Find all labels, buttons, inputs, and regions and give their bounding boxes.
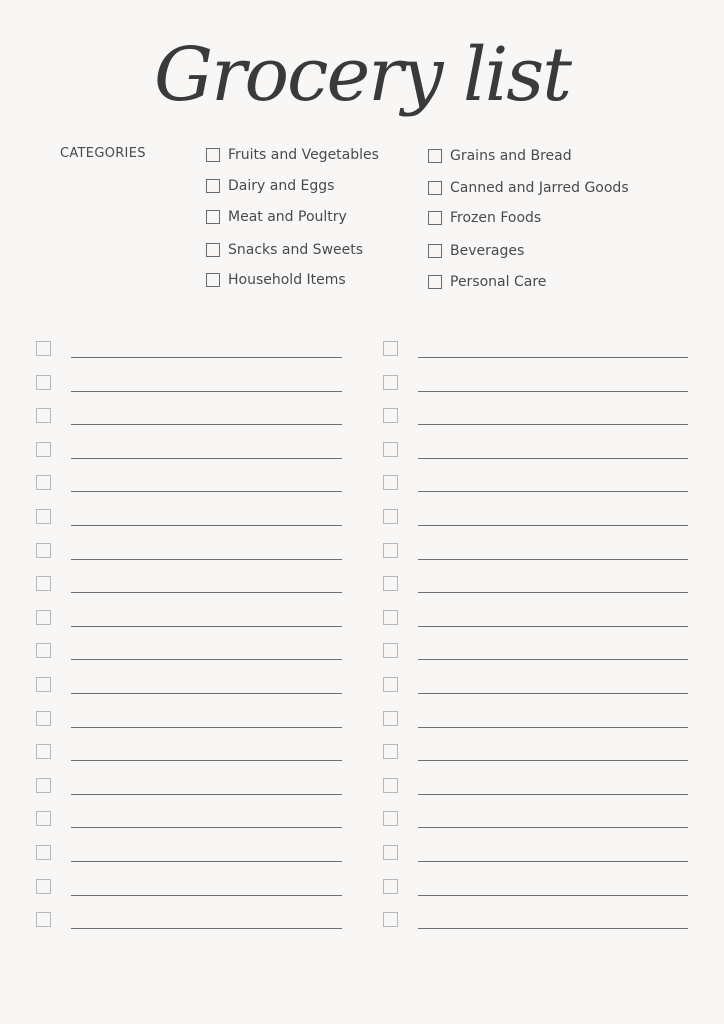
category-item-left-2[interactable] (206, 177, 334, 195)
item-checkbox[interactable] (383, 744, 398, 759)
category-label: Personal Care (450, 274, 547, 290)
item-write-line[interactable] (71, 659, 342, 660)
item-write-line[interactable] (418, 559, 688, 560)
item-checkbox[interactable] (36, 610, 51, 625)
item-checkbox[interactable] (383, 610, 398, 625)
page-title: Grocery list (153, 32, 571, 118)
item-checkbox[interactable] (36, 341, 51, 356)
item-write-line[interactable] (418, 424, 688, 425)
category-item-right-3[interactable] (428, 209, 541, 227)
category-checkbox[interactable] (206, 179, 220, 193)
item-checkbox[interactable] (36, 375, 51, 390)
item-checkbox[interactable] (36, 711, 51, 726)
item-write-line[interactable] (71, 794, 342, 795)
item-write-line[interactable] (418, 525, 688, 526)
category-item-right-2[interactable] (428, 179, 629, 197)
category-label: Beverages (450, 243, 525, 259)
item-write-line[interactable] (71, 391, 342, 392)
item-write-line[interactable] (71, 760, 342, 761)
item-write-line[interactable] (71, 626, 342, 627)
category-item-right-4[interactable] (428, 242, 524, 260)
item-checkbox[interactable] (383, 408, 398, 423)
category-checkbox[interactable] (206, 148, 220, 162)
category-label: Canned and Jarred Goods (450, 180, 629, 196)
item-checkbox[interactable] (383, 543, 398, 558)
item-checkbox[interactable] (36, 912, 51, 927)
item-write-line[interactable] (418, 626, 688, 627)
item-checkbox[interactable] (36, 442, 51, 457)
item-write-line[interactable] (418, 928, 688, 929)
category-label: Snacks and Sweets (228, 242, 364, 258)
category-label: Fruits and Vegetables (228, 147, 379, 163)
item-checkbox[interactable] (36, 778, 51, 793)
item-write-line[interactable] (71, 525, 342, 526)
item-checkbox[interactable] (383, 509, 398, 524)
item-checkbox[interactable] (383, 643, 398, 658)
category-label: Grains and Bread (450, 148, 572, 164)
item-write-line[interactable] (418, 794, 688, 795)
item-checkbox[interactable] (36, 576, 51, 591)
category-checkbox[interactable] (206, 273, 220, 287)
item-write-line[interactable] (71, 727, 342, 728)
category-checkbox[interactable] (428, 275, 442, 289)
item-checkbox[interactable] (36, 744, 51, 759)
item-checkbox[interactable] (383, 677, 398, 692)
item-write-line[interactable] (71, 357, 342, 358)
item-checkbox[interactable] (383, 778, 398, 793)
item-write-line[interactable] (71, 458, 342, 459)
category-item-right-1[interactable] (428, 147, 572, 165)
item-write-line[interactable] (71, 424, 342, 425)
item-write-line[interactable] (418, 659, 688, 660)
item-checkbox[interactable] (383, 711, 398, 726)
item-checkbox[interactable] (383, 341, 398, 356)
item-write-line[interactable] (418, 491, 688, 492)
item-write-line[interactable] (71, 928, 342, 929)
item-checkbox[interactable] (36, 811, 51, 826)
item-checkbox[interactable] (383, 879, 398, 894)
item-checkbox[interactable] (36, 845, 51, 860)
category-item-left-3[interactable] (206, 208, 347, 226)
item-checkbox[interactable] (383, 912, 398, 927)
item-write-line[interactable] (71, 895, 342, 896)
item-checkbox[interactable] (383, 811, 398, 826)
item-write-line[interactable] (418, 391, 688, 392)
item-write-line[interactable] (418, 760, 688, 761)
item-checkbox[interactable] (383, 442, 398, 457)
category-item-right-5[interactable] (428, 273, 546, 291)
categories-heading: CATEGORIES (60, 146, 146, 161)
item-write-line[interactable] (418, 357, 688, 358)
item-write-line[interactable] (71, 491, 342, 492)
category-checkbox[interactable] (206, 243, 220, 257)
item-checkbox[interactable] (36, 408, 51, 423)
category-label: Meat and Poultry (228, 209, 347, 225)
item-write-line[interactable] (418, 458, 688, 459)
category-item-left-5[interactable] (206, 271, 346, 289)
item-checkbox[interactable] (36, 509, 51, 524)
item-write-line[interactable] (418, 693, 688, 694)
category-label: Frozen Foods (450, 210, 542, 226)
category-checkbox[interactable] (428, 244, 442, 258)
item-checkbox[interactable] (36, 879, 51, 894)
item-write-line[interactable] (418, 861, 688, 862)
category-checkbox[interactable] (206, 210, 220, 224)
item-write-line[interactable] (418, 727, 688, 728)
category-item-left-4[interactable] (206, 241, 363, 259)
item-checkbox[interactable] (36, 475, 51, 490)
item-checkbox[interactable] (383, 845, 398, 860)
item-checkbox[interactable] (383, 576, 398, 591)
item-write-line[interactable] (71, 592, 342, 593)
item-checkbox[interactable] (36, 677, 51, 692)
item-checkbox[interactable] (383, 475, 398, 490)
category-checkbox[interactable] (428, 149, 442, 163)
item-write-line[interactable] (71, 693, 342, 694)
category-checkbox[interactable] (428, 181, 442, 195)
category-checkbox[interactable] (428, 211, 442, 225)
item-write-line[interactable] (71, 827, 342, 828)
item-write-line[interactable] (71, 861, 342, 862)
item-write-line[interactable] (418, 592, 688, 593)
item-checkbox[interactable] (383, 375, 398, 390)
category-label: Dairy and Eggs (228, 178, 335, 194)
category-label: Household Items (228, 272, 346, 288)
item-write-line[interactable] (418, 827, 688, 828)
category-item-left-1[interactable] (206, 146, 379, 164)
item-checkbox[interactable] (36, 643, 51, 658)
item-checkbox[interactable] (36, 543, 51, 558)
item-write-line[interactable] (418, 895, 688, 896)
item-write-line[interactable] (71, 559, 342, 560)
